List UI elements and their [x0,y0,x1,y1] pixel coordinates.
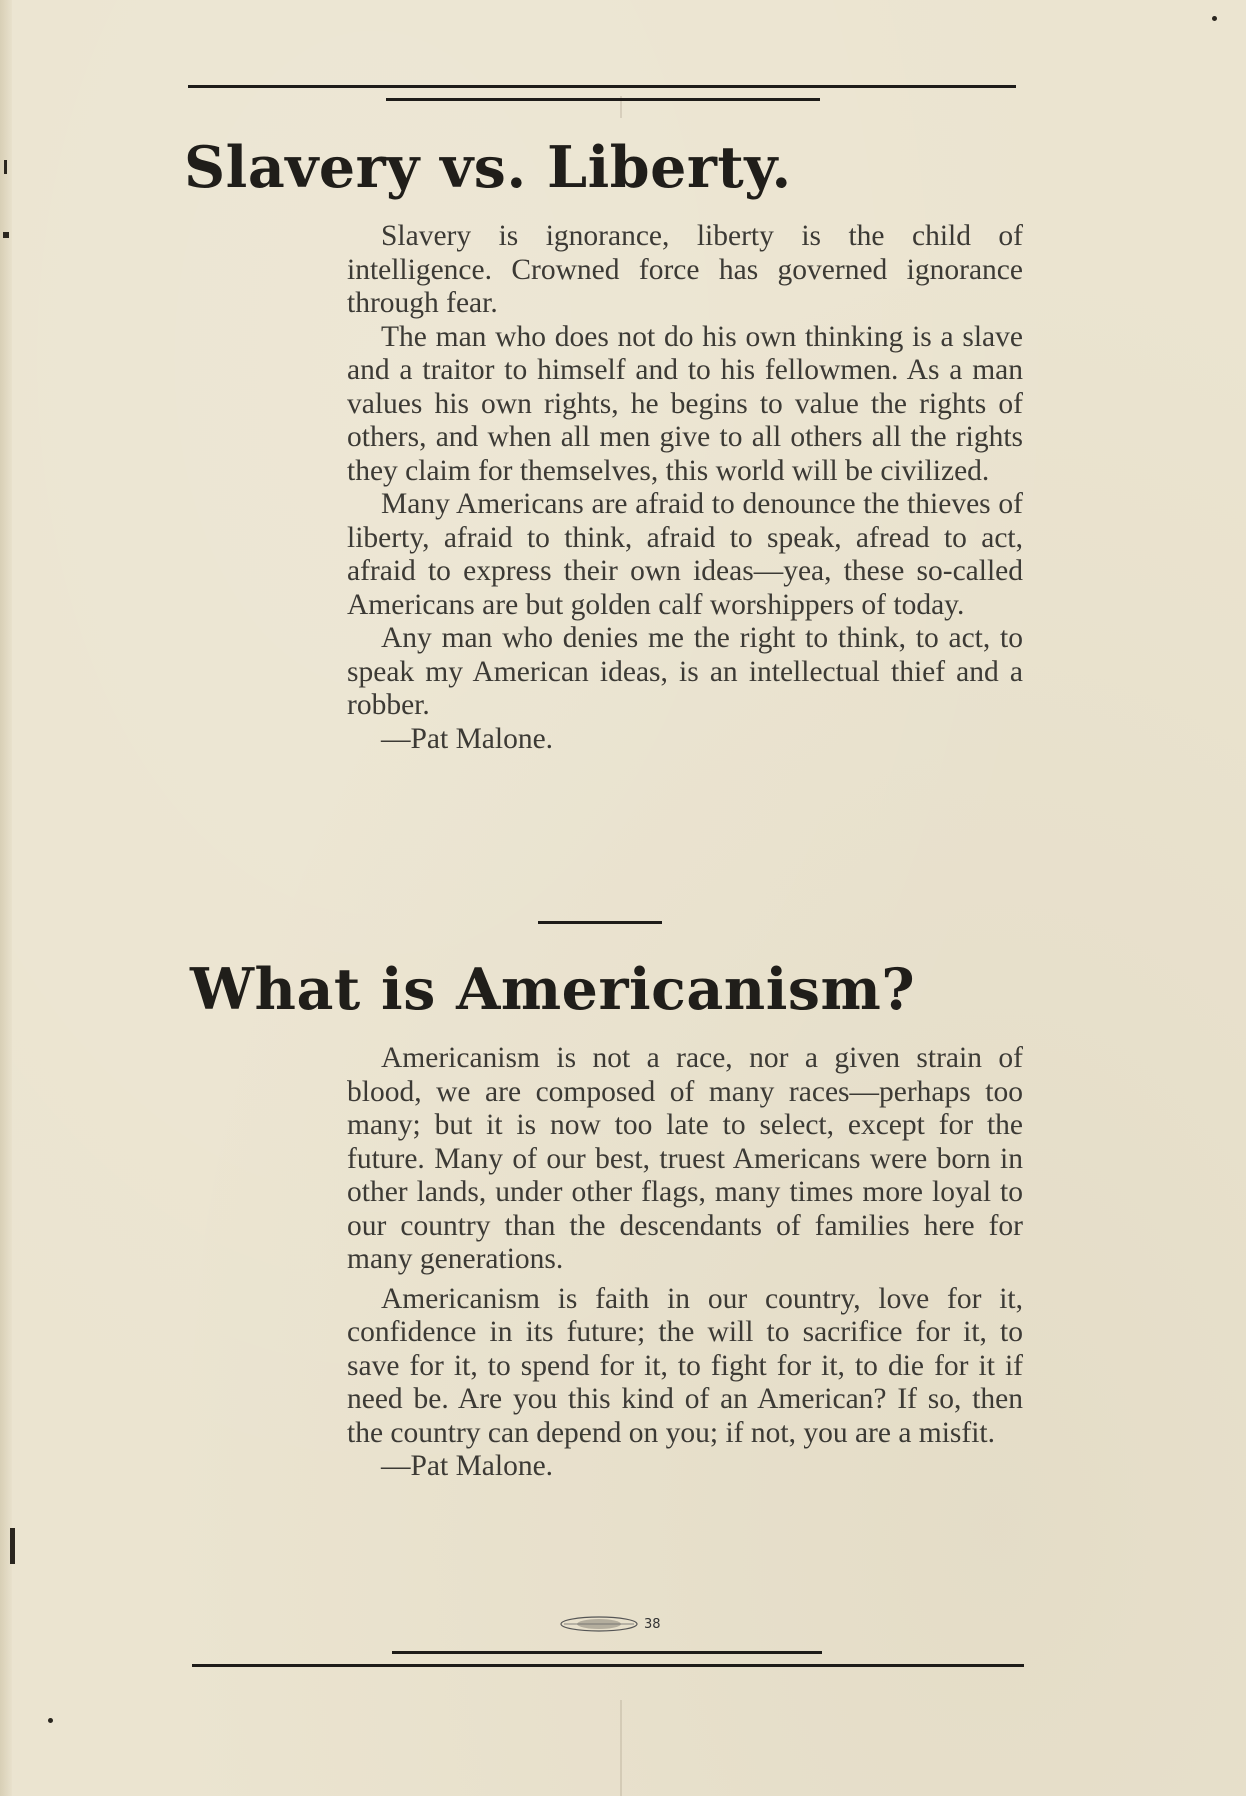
paragraph: Americanism is faith in our country, love for it, confidence in its future; the will to sacrifice for it, to save for it, to spend for it, to fight for it, to die for it if need be. Are you this kind of an American? If so, then the country can depend on you; if not, you are a misfit. [347,1282,1023,1449]
article-body [347,220,1023,756]
margin-speck [3,232,9,238]
top-rule-short [386,98,820,101]
margin-speck [48,1718,53,1723]
paragraph: Many Americans are afraid to denounce the thieves of liberty, afraid to think, afraid to speak, afread to act, afraid to express their own ideas—yea, these so-called Americans are but golden calf worshippers of today. [347,488,1023,621]
union-label-icon [558,1614,640,1634]
fold-crease [620,1700,622,1796]
article-body [347,1042,1023,1484]
top-rule-long [188,85,1016,88]
author-signature: —Pat Malone. [381,1450,554,1482]
paragraph: Any man who denies me the right to think, to act, to speak my American ideas, is an intellectual thief and a robber. [347,622,1023,721]
paragraph: Slavery is ignorance, liberty is the child of intelligence. Crowned force has governed ignorance through fear. [347,220,1023,319]
article-title: What is Americanism? [190,956,916,1023]
author-signature: —Pat Malone. [381,722,554,755]
page-folio [558,1614,661,1634]
paragraph: Americanism is not a race, nor a given strain of blood, we are composed of many races—perhaps too many; but it is now too late to select, except for the future. Many of our best, truest Americans were born in other lands, under other flags, many times more loyal to our country than the descendants of families here for many generations. [347,1042,1023,1275]
page-edge [0,0,12,1796]
margin-speck [10,1528,15,1564]
paragraph: The man who does not do his own thinking is a slave and a traitor to himself and to his fellowmen. As a man values his own rights, he begins to value the rights of others, and when all men give to all others all the rights they claim for themselves, this world will be civilized. [347,320,1023,487]
margin-speck [1212,16,1217,21]
bottom-rule-long [192,1664,1024,1667]
article-title: Slavery vs. Liberty. [184,134,792,201]
page-number: 38 [644,1616,661,1632]
section-separator [538,921,662,924]
margin-speck [4,160,7,174]
bottom-rule-short [392,1651,822,1654]
